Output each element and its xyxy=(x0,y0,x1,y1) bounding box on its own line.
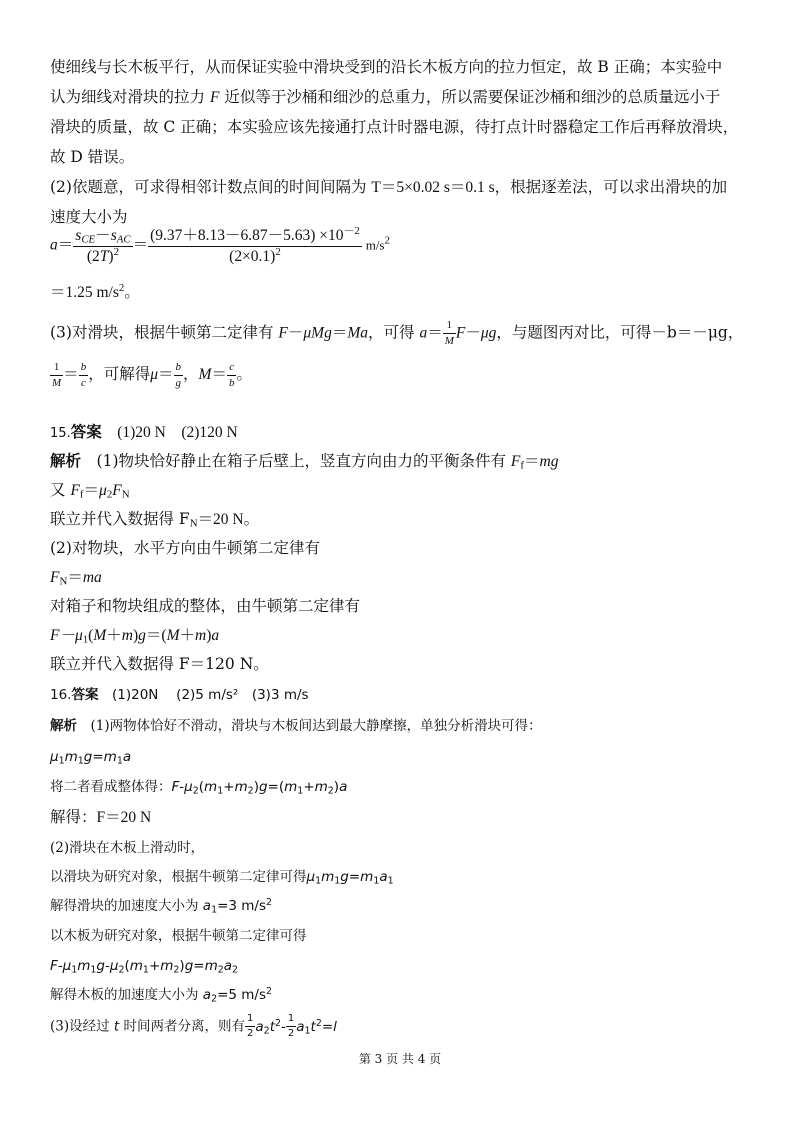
text-line: (2)对物块，水平方向由牛顿第二定律有 xyxy=(50,539,320,557)
q15-answer: 15.答案 (1)20 N (2)120 N xyxy=(50,422,238,441)
text-line: $\frac{1}{M}$ ＝ $\frac{b}{c}$ ，可解得μ＝ $\frac{b}{g}$ ，M＝ $\frac{c}{b}$ 。 xyxy=(52,361,252,389)
text-line: 以木板为研究对象，根据牛顿第二定律可得 xyxy=(50,928,307,944)
text-line: (2)依题意，可求得相邻计数点间的时间间隔为 T＝5×0.02 s＝0.1 s，根据逐差法，可以求出滑块的加 xyxy=(50,178,728,196)
text-line: 滑块的质量，故 C 正确；本实验应该先接通打点计时器电源，待打点计时器稳定工作后再释放滑块， xyxy=(50,118,739,136)
text-line: (2)滑块在木板上滑动时， xyxy=(50,840,205,856)
text-line: 联立并代入数据得 $F_N=20$ N。 xyxy=(50,510,260,530)
text-line: 对箱子和物块组成的整体，由牛顿第二定律有 xyxy=(50,597,361,615)
text-line: 速度大小为 xyxy=(50,208,128,226)
text-line: 解得木板的加速度大小为 $a_2=5$ $m/s^2$ xyxy=(50,985,273,1005)
text-line: $F_N=ma$ xyxy=(50,569,102,588)
text-line: (3)设经过 t 时间两者分离，则有 $\frac{1}{2}$ $a_2t^2-$ $\frac{1}{2}$ $a_1t^2=l$ xyxy=(50,1013,337,1039)
text-line: 又 $F_f=\mu_2F_N$ xyxy=(50,481,130,501)
text-line: (3)对滑块，根据牛顿第二定律有 F－μMg＝Ma，可得 a＝ $\frac{1}{M}$ F－μg，与题图丙对比，可得－b＝－μg， xyxy=(50,319,744,347)
text-line: 使细线与长木板平行，从而保证实验中滑块受到的沿长木板方向的拉力恒定，故 B 正确；本实验中 xyxy=(50,58,723,76)
text-line: $F-\mu_1m_1g-\mu_2(m_1+m_2)g=m_2a_2$ xyxy=(50,958,239,976)
text-line: $\mu_1m_1g=m_1a$ xyxy=(50,749,132,767)
text-line: 故 D 错误。 xyxy=(50,148,135,166)
page-footer: 第 3 页 共 4 页 xyxy=(358,1052,442,1066)
q15-analysis-line: 解析 (1)物块恰好静止在箱子后壁上，竖直方向由力的平衡条件有 $F_f=mg$ xyxy=(50,451,559,472)
q16-answer: 16.答案 (1)20N (2)5 m/s² (3)3 m/s xyxy=(50,687,309,703)
text-line: 解得：F＝20 N xyxy=(50,809,152,826)
text-line: 解得滑块的加速度大小为 $a_1=3$ $m/s^2$ xyxy=(50,896,273,916)
text-line: 联立并代入数据得 F＝120 N。 xyxy=(50,655,269,673)
q16-analysis-line: 解析 (1)两物体恰好不滑动，滑块与木板间达到最大静摩擦，单独分析滑块可得： xyxy=(50,718,542,734)
text-line: 将二者看成整体得：$F-\mu_2(m_1+m_2)g=(m_1+m_2)a$ xyxy=(50,779,348,797)
text-line: $F-\mu_1(M+m)g=(M+m)a$ xyxy=(50,627,220,646)
text-line: 认为细线对滑块的拉力 F 近似等于沙桶和细沙的总重力，所以需要保证沙桶和细沙的总质量远小于 xyxy=(50,88,721,106)
text-line: 以滑块为研究对象，根据牛顿第二定律可得$\mu_1m_1g=m_1a_1$ xyxy=(50,869,394,887)
acceleration-formula: a＝ $\frac{s_{CE}-s_{AC}}{(2T)^2}$ ＝ $\frac{(9.37+8.13-6.87-5.63) \times 10^{-2}}{(2\times 0.1)^2}$ $m/s^2$ xyxy=(50,225,390,265)
acceleration-result: ＝1.25 $m/s^2$。 xyxy=(50,282,140,301)
